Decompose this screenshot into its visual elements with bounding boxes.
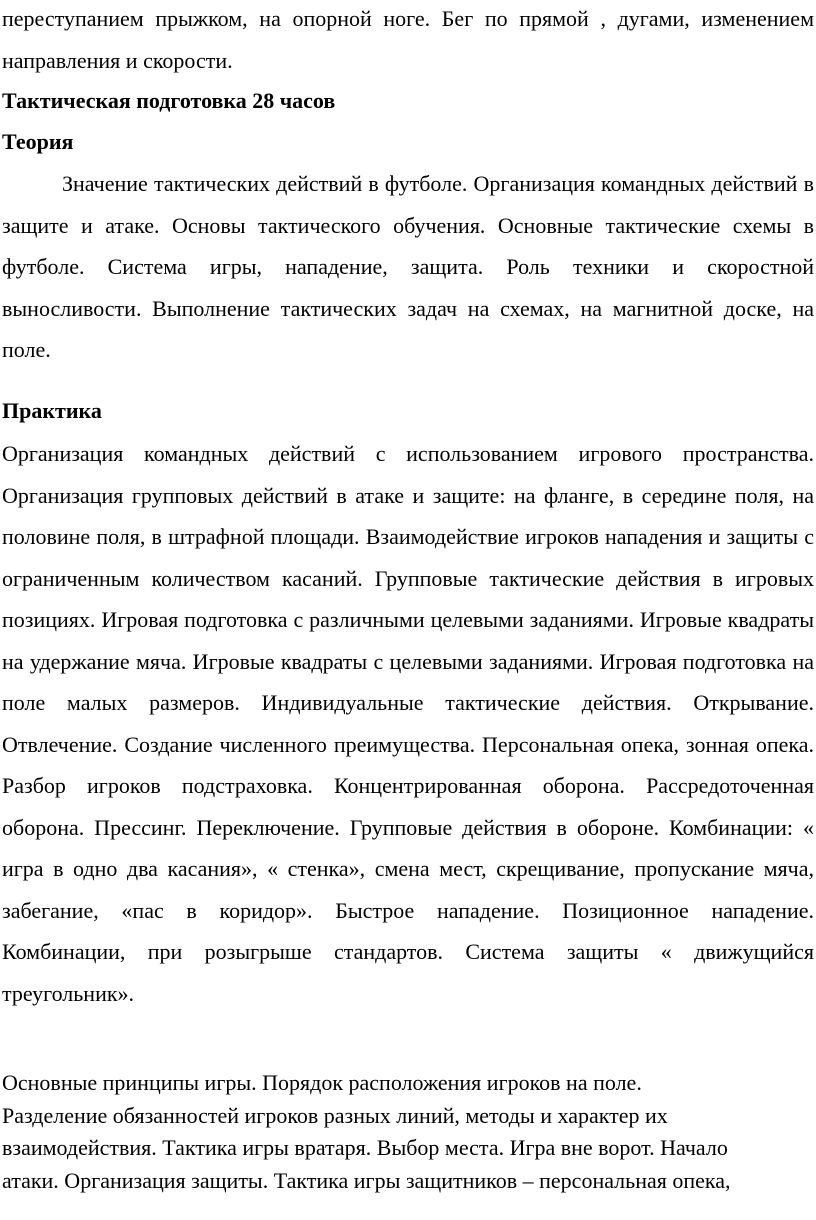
principles-line: атаки. Организация защиты. Тактика игры защитников – персональная опека, <box>2 1167 731 1193</box>
principles-block <box>2 1067 814 1197</box>
practice-paragraph: Организация командных действий с использованием игрового пространства. Организация групповых действий в атаке и защите: на фланге, в середине поля, на половине поля, в штрафной площади. Взаимодействие игроков нападения и защиты с ограниченным количеством касаний. Групповые тактические действия в игровых позициях. Игровая подготовка с различными целевыми заданиями. Игровые квадраты на удержание мяча. Игровые квадраты с целевыми заданиями. Игровая подготовка на поле малых размеров. Индивидуальные тактические действия. Открывание. Отвлечение. Создание численного преимущества. Персональная опека, зонная опека. Разбор игроков подстраховка. Концентрированная оборона. Рассредоточенная оборона. Прессинг. Переключение. Групповые действия в обороне. Комбинации: « игра в одно два касания», « стенка», смена мест, скрещивание, пропускание мяча, забегание, «пас в коридор». Быстрое нападение. Позиционное нападение. Комбинации, при розыгрыше стандартов. Система защиты « движущийся треугольник». <box>2 441 814 1006</box>
principles-line: Основные принципы игры. Порядок расположения игроков на поле. <box>2 1070 642 1095</box>
practice-heading: Практика <box>2 398 102 423</box>
theory-heading: Теория <box>2 129 74 154</box>
principles-line: Разделение обязанностей игроков разных линий, методы и характер их <box>2 1102 668 1128</box>
intro-paragraph: переступанием прыжком, на опорной ноге. Бег по прямой , дугами, изменением направления и скорости. <box>2 6 814 73</box>
theory-paragraph: Значение тактических действий в футболе. Организация командных действий в защите и атаке. Основы тактического обучения. Основные тактические схемы в футболе. Система игры, нападение, защита. Роль техники и скоростной выносливости. Выполнение тактических задач на схемах, на магнитной доске, на поле. <box>2 171 814 362</box>
tactical-training-heading: Тактическая подготовка 28 часов <box>2 88 336 113</box>
principles-line: взаимодействия. Тактика игры вратаря. Выбор места. Игра вне ворот. Начало <box>2 1135 728 1160</box>
